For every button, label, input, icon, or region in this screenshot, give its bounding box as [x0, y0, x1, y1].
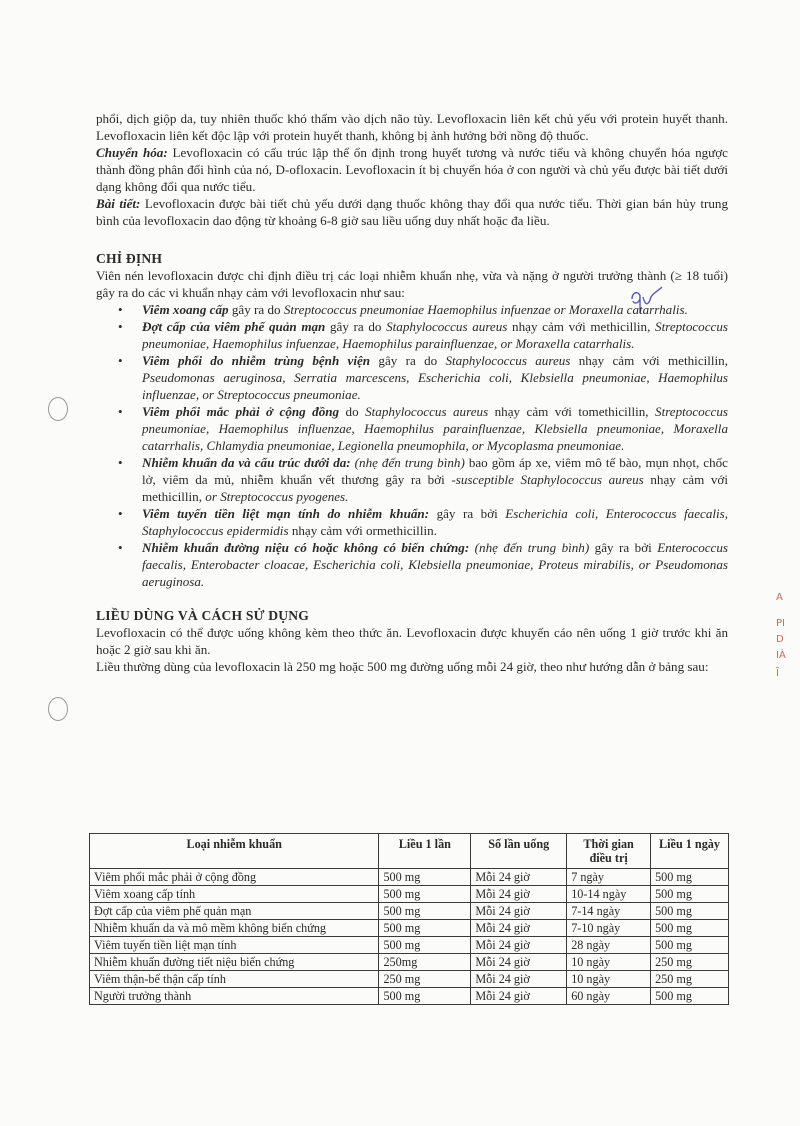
indications-heading: CHỈ ĐỊNH [96, 251, 163, 266]
document-body [96, 110, 728, 675]
table-cell: 10-14 ngày [567, 886, 651, 903]
indication-text: gây ra do [325, 319, 387, 334]
dosage-paragraph-2: Liều thường dùng của levofloxacin là 250 mg hoặc 500 mg đường uống mỗi 24 giờ, theo như hướng dẫn ở bảng sau: [96, 659, 709, 674]
indication-item [118, 454, 728, 505]
header-daily-dose: Liều 1 ngày [651, 834, 729, 869]
indication-text: gây ra do [370, 353, 446, 368]
bullet-icon: • [118, 353, 123, 368]
margin-stamp-d: D [776, 634, 784, 645]
table-cell: 10 ngày [567, 954, 651, 971]
indication-item [118, 352, 728, 403]
table-cell: Viêm tuyến tiền liệt mạn tính [90, 937, 379, 954]
indication-organisms: Streptococcus pneumoniae, Haemophilus infuenzae, Haemophilus parainfluenzae, or Moraxella catarrhalis. [142, 319, 728, 351]
dosage-table-header-row [90, 834, 729, 869]
table-cell: 250 mg [651, 954, 729, 971]
indication-item [118, 539, 729, 590]
table-cell: 7 ngày [567, 869, 651, 886]
table-row [90, 988, 729, 1005]
excretion-label: Bài tiết: [96, 196, 141, 211]
table-row [90, 920, 729, 937]
indication-item [118, 318, 728, 352]
indication-title: Viêm phổi mắc phải ở cộng đồng [142, 404, 340, 419]
table-cell: 500 mg [651, 937, 729, 954]
indication-text: do [339, 404, 366, 419]
header-single-dose: Liều 1 lần [379, 834, 471, 869]
table-cell: Mỗi 24 giờ [471, 988, 567, 1005]
indication-organisms: (nhẹ đến trung bình) [474, 540, 590, 555]
table-cell: 250 mg [651, 971, 729, 988]
indication-text: gây ra bởi [589, 540, 658, 555]
table-cell: Người trưởng thành [90, 988, 379, 1005]
table-cell: Viêm thận-bể thận cấp tính [90, 971, 379, 988]
distribution-paragraph: phổi, dịch giộp da, tuy nhiên thuốc khó thấm vào dịch não tủy. Levofloxacin liên kết chủ yếu với protein huyết thanh. Levofloxacin liên kết độc lập với protein huyết thanh, không bị ảnh hưởng bởi nồng độ thuốc. [96, 111, 728, 143]
indication-organisms: Streptococcus pneumoniae, Haemophilus influenzae, Haemophilus parainfluenzae, Klebsiella pneumoniae, Moraxella catarrhalis, Chlamydia pneumoniae, Legionella pneumophila, or Mycoplasma pneumoniae. [142, 404, 728, 453]
table-cell: 500 mg [379, 937, 471, 954]
excretion-paragraph [96, 195, 728, 229]
indication-organisms: Staphylococcus aureus [386, 319, 508, 334]
table-cell: 500 mg [651, 903, 729, 920]
table-cell: 500 mg [379, 869, 471, 886]
table-cell: 28 ngày [567, 937, 651, 954]
indication-organisms: Enterococcus faecalis, Enterobacter cloacae, Escherichia coli, Klebsiella pneumoniae, Proteus mirabilis, or Pseudomonas aeruginosa. [142, 540, 729, 589]
table-cell: 7-10 ngày [567, 920, 651, 937]
metabolism-paragraph [96, 144, 728, 195]
table-cell: 500 mg [651, 920, 729, 937]
dosage-paragraph-1: Levofloxacin có thể được uống không kèm theo thức ăn. Levofloxacin được khuyến cáo nên uống 1 giờ trước khi ăn hoặc 2 giờ sau khi ăn. [96, 625, 728, 657]
table-cell: Mỗi 24 giờ [471, 954, 567, 971]
indication-text: nhạy cảm với methicillin, [142, 472, 728, 504]
table-cell: Nhiễm khuẩn da và mô mềm không biến chứng [90, 920, 379, 937]
indication-text: bao gồm áp xe, viêm mô tế bào, mụn nhọt, chốc lở, viêm da mủ, nhiễm khuẩn vết thương gây ra bởi [142, 455, 728, 487]
table-cell: Mỗi 24 giờ [471, 903, 567, 920]
bullet-icon: • [118, 319, 123, 334]
header-infection-type: Loại nhiễm khuẩn [90, 834, 379, 869]
indication-text: nhạy cảm với ormethicillin. [288, 523, 437, 538]
indication-text: gây ra bởi [429, 506, 506, 521]
punch-hole-top [48, 397, 68, 421]
indication-organisms: or Streptococcus pyogenes. [205, 489, 349, 504]
table-cell: 500 mg [379, 886, 471, 903]
indication-organisms: -susceptible Staphylococcus aureus [451, 472, 644, 487]
dosage-table-body [90, 869, 729, 1005]
indication-title: Viêm tuyến tiền liệt mạn tính do nhiễm khuẩn: [142, 506, 430, 521]
indication-item [118, 403, 728, 454]
table-cell: 60 ngày [567, 988, 651, 1005]
bullet-icon: • [118, 506, 123, 521]
indication-text: gây ra do [228, 302, 284, 317]
indication-organisms: (nhẹ đến trung bình) [354, 455, 465, 470]
table-cell: Mỗi 24 giờ [471, 937, 567, 954]
table-cell: Mỗi 24 giờ [471, 886, 567, 903]
table-cell: Mỗi 24 giờ [471, 869, 567, 886]
table-cell: Nhiễm khuẩn đường tiết niệu biến chứng [90, 954, 379, 971]
table-cell: 10 ngày [567, 971, 651, 988]
table-row [90, 954, 729, 971]
indications-list [96, 301, 728, 590]
punch-hole-bottom [48, 697, 68, 721]
table-cell: 500 mg [379, 903, 471, 920]
header-frequency: Số lần uống [471, 834, 567, 869]
excretion-text: Levofloxacin được bài tiết chủ yếu dưới dạng thuốc không thay đổi qua nước tiểu. Thời gian bán hủy trung bình của levofloxacin dao động từ khoảng 6-8 giờ sau liều uống duy nhất hoặc đa liều. [96, 196, 728, 228]
indication-title: Viêm xoang cấp [142, 302, 229, 317]
table-cell: 500 mg [651, 869, 729, 886]
table-row [90, 869, 729, 886]
header-duration: Thời gian điều trị [567, 834, 651, 869]
metabolism-text: Levofloxacin có cấu trúc lập thể ổn định trong huyết tương và nước tiểu và không chuyển hóa ngược thành đồng phân đối hình của nó, D-ofloxacin. Levofloxacin ít bị chuyển hóa ở con người và chủ yếu được bài tiết dưới dạng không đổi qua nước tiểu. [96, 145, 728, 194]
bullet-icon: • [118, 302, 123, 317]
indication-title: Viêm phổi do nhiễm trùng bệnh viện [142, 353, 371, 368]
table-row [90, 886, 729, 903]
table-cell: Viêm phổi mắc phải ở cộng đồng [90, 869, 379, 886]
indication-item [118, 505, 729, 539]
table-cell: 7-14 ngày [567, 903, 651, 920]
indication-organisms: Staphylococcus aureus [445, 353, 571, 368]
bullet-icon: • [118, 404, 123, 419]
table-cell: Mỗi 24 giờ [471, 920, 567, 937]
table-cell: 250 mg [379, 971, 471, 988]
indication-organisms: Escherichia coli, Enterococcus faecalis, Staphylococcus epidermidis [142, 506, 729, 538]
table-row [90, 971, 729, 988]
indication-text: nhạy cảm với methicillin, [570, 353, 728, 368]
margin-stamp-pi: PI [776, 618, 785, 629]
table-cell: 500 mg [651, 886, 729, 903]
table-cell: Mỗi 24 giờ [471, 971, 567, 988]
table-cell: 500 mg [651, 988, 729, 1005]
indication-text: nhạy cảm với methicillin, [507, 319, 656, 334]
indications-intro: Viên nén levofloxacin được chỉ định điều trị các loại nhiễm khuẩn nhẹ, vừa và nặng ở người trưởng thành (≥ 18 tuổi) gây ra do các vi khuẩn nhạy cảm với levofloxacin như sau: [96, 268, 728, 300]
indication-text: nhạy cảm với tomethicillin, [488, 404, 656, 419]
table-cell: 250mg [379, 954, 471, 971]
margin-stamp-a: A [776, 592, 783, 603]
metabolism-label: Chuyển hóa: [96, 145, 168, 160]
indication-organisms: Pseudomonas aeruginosa, Serratia marcescens, Escherichia coli, Klebsiella pneumoniae, Haemophilus influenzae, or Streptococcus pneumoniae. [142, 370, 728, 402]
indication-item [118, 301, 728, 318]
table-row [90, 903, 729, 920]
dosage-table [89, 833, 729, 1005]
table-cell: 500 mg [379, 920, 471, 937]
indication-title: Nhiễm khuẩn đường niệu có hoặc không có biến chứng: [142, 540, 470, 555]
indication-title: Nhiễm khuẩn da và cấu trúc dưới da: [142, 455, 351, 470]
indication-title: Đợt cấp của viêm phế quản mạn [142, 319, 326, 334]
table-cell: 500 mg [379, 988, 471, 1005]
dosage-heading: LIỀU DÙNG VÀ CÁCH SỬ DỤNG [96, 608, 310, 623]
indication-organisms: Streptococcus pneumoniae Haemophilus infuenzae or Moraxella catarrhalis. [283, 302, 688, 317]
table-cell: Viêm xoang cấp tính [90, 886, 379, 903]
margin-stamp-i: Ĩ [776, 668, 779, 679]
table-row [90, 937, 729, 954]
margin-stamp-ia: IÀ [776, 650, 786, 661]
indication-organisms: Staphylococcus aureus [365, 404, 489, 419]
table-cell: Đợt cấp của viêm phế quản mạn [90, 903, 379, 920]
bullet-icon: • [118, 455, 123, 470]
bullet-icon: • [118, 540, 123, 555]
